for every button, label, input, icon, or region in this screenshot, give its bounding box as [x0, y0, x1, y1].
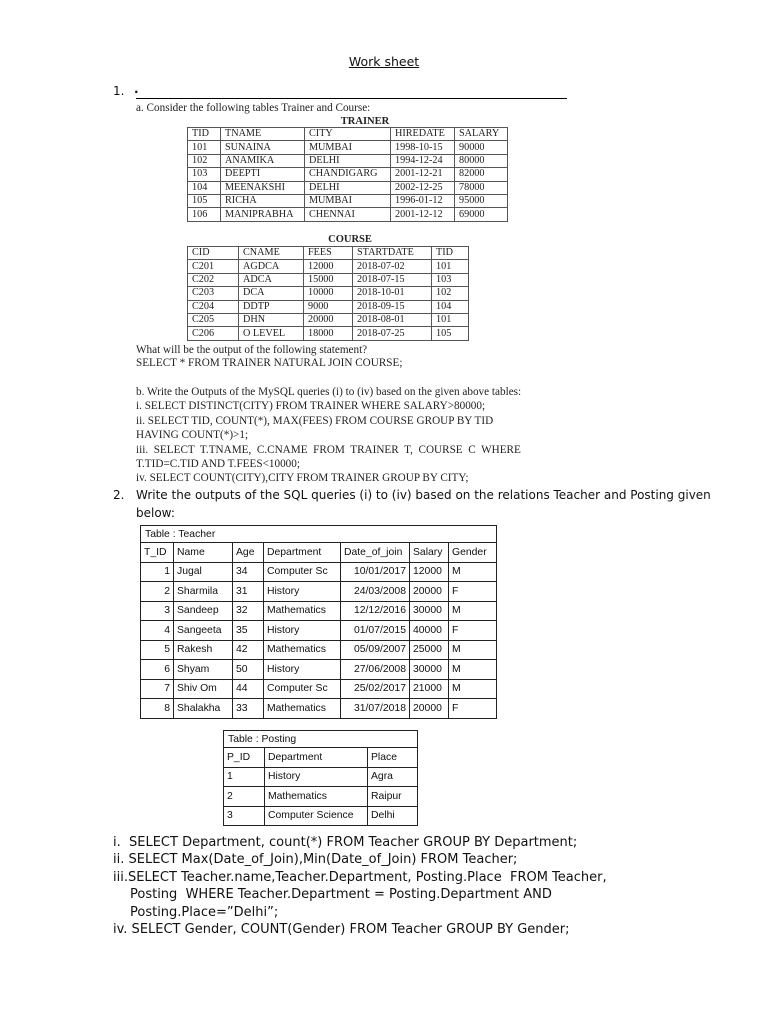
- q1b-query-iii-line2: T.TID=C.TID AND T.FEES<10000;: [136, 458, 300, 470]
- table-cell: 5: [141, 640, 174, 660]
- table-cell: Shiv Om: [174, 679, 233, 699]
- course-header-row: [188, 247, 469, 260]
- q1a-intro: a. Consider the following tables Trainer and Course:: [136, 102, 371, 114]
- table-cell: MEENAKSHI: [221, 181, 305, 194]
- table-cell: 1994-12-24: [391, 154, 455, 167]
- table-cell: Jugal: [174, 562, 233, 582]
- table-row: [188, 287, 469, 300]
- table-cell: 30000: [410, 601, 449, 621]
- table-cell: 104: [188, 181, 221, 194]
- table-cell: 18000: [304, 327, 353, 340]
- table-cell: 2002-12-25: [391, 181, 455, 194]
- table-row: [224, 787, 418, 807]
- q1b-intro: b. Write the Outputs of the MySQL queries (i) to (iv) based on the given above tables:: [136, 386, 522, 398]
- table-cell: 78000: [455, 181, 508, 194]
- table-cell: DCA: [239, 287, 304, 300]
- table-row: [141, 582, 497, 602]
- table-row: [141, 660, 497, 680]
- table-cell: ANAMIKA: [221, 154, 305, 167]
- teacher-header-cell: Age: [233, 543, 264, 563]
- table-cell: 103: [432, 273, 469, 286]
- course-header-cell: TID: [432, 247, 469, 260]
- table-cell: DELHI: [305, 154, 391, 167]
- table-cell: History: [265, 767, 368, 787]
- q1b-query-ii-line2: HAVING COUNT(*)>1;: [136, 429, 249, 441]
- table-cell: Sangeeta: [174, 621, 233, 641]
- table-cell: DDTP: [239, 300, 304, 313]
- table-cell: F: [449, 621, 497, 641]
- table-row: [141, 640, 497, 660]
- table-cell: M: [449, 640, 497, 660]
- table-cell: C202: [188, 273, 239, 286]
- trainer-header-cell: TID: [188, 128, 221, 141]
- table-cell: History: [264, 660, 341, 680]
- table-cell: 2018-08-01: [353, 313, 432, 326]
- table-cell: 8: [141, 699, 174, 719]
- trainer-header-cell: HIREDATE: [391, 128, 455, 141]
- table-cell: 25000: [410, 640, 449, 660]
- table-cell: AGDCA: [239, 260, 304, 273]
- table-cell: 2: [224, 787, 265, 807]
- posting-header-row: [224, 748, 418, 768]
- table-cell: 31/07/2018: [341, 699, 410, 719]
- table-cell: Shyam: [174, 660, 233, 680]
- posting-header-cell: Place: [368, 748, 418, 768]
- table-cell: F: [449, 699, 497, 719]
- table-cell: 15000: [304, 273, 353, 286]
- table-cell: 102: [432, 287, 469, 300]
- table-cell: 50: [233, 660, 264, 680]
- table-cell: 01/07/2015: [341, 621, 410, 641]
- table-cell: 104: [432, 300, 469, 313]
- table-row: [188, 168, 508, 181]
- q2-query-ii: ii. SELECT Max(Date_of_Join),Min(Date_of_Join) FROM Teacher;: [113, 852, 518, 867]
- table-cell: Rakesh: [174, 640, 233, 660]
- question-1-underline: [136, 98, 567, 99]
- posting-header-cell: Department: [265, 748, 368, 768]
- table-row: [188, 141, 508, 154]
- teacher-caption: Table : Teacher: [140, 525, 497, 542]
- trainer-header-cell: TNAME: [221, 128, 305, 141]
- q1b-query-iv: iv. SELECT COUNT(CITY),CITY FROM TRAINER GROUP BY CITY;: [136, 472, 469, 484]
- table-cell: M: [449, 562, 497, 582]
- table-row: [141, 562, 497, 582]
- table-cell: Mathematics: [264, 601, 341, 621]
- table-cell: C204: [188, 300, 239, 313]
- table-row: [224, 806, 418, 826]
- teacher-header-cell: Gender: [449, 543, 497, 563]
- teacher-header-cell: Name: [174, 543, 233, 563]
- table-cell: Sharmila: [174, 582, 233, 602]
- table-cell: SUNAINA: [221, 141, 305, 154]
- table-cell: ADCA: [239, 273, 304, 286]
- table-cell: Computer Sc: [264, 679, 341, 699]
- trainer-header-cell: CITY: [305, 128, 391, 141]
- q2-query-iii-line3: Posting.Place=”Delhi”;: [130, 905, 279, 920]
- table-cell: Mathematics: [265, 787, 368, 807]
- teacher-header-cell: Date_of_join: [341, 543, 410, 563]
- q1b-query-ii-line1: ii. SELECT TID, COUNT(*), MAX(FEES) FROM COURSE GROUP BY TID: [136, 415, 494, 427]
- table-cell: O LEVEL: [239, 327, 304, 340]
- table-cell: 20000: [410, 699, 449, 719]
- table-cell: History: [264, 621, 341, 641]
- table-cell: 34: [233, 562, 264, 582]
- table-cell: 05/09/2007: [341, 640, 410, 660]
- table-row: [141, 679, 497, 699]
- table-cell: DEEPTI: [221, 168, 305, 181]
- table-cell: Delhi: [368, 806, 418, 826]
- table-cell: 101: [188, 141, 221, 154]
- trainer-caption: TRAINER: [340, 116, 390, 127]
- table-cell: M: [449, 660, 497, 680]
- teacher-header-row: [141, 543, 497, 563]
- course-header-cell: CNAME: [239, 247, 304, 260]
- q2-query-i: i. SELECT Department, count(*) FROM Teacher GROUP BY Department;: [113, 835, 578, 850]
- teacher-table: [140, 542, 497, 719]
- table-row: [188, 194, 508, 207]
- table-cell: MANIPRABHA: [221, 208, 305, 221]
- question-1-number: 1.: [113, 84, 125, 98]
- trainer-header-cell: SALARY: [455, 128, 508, 141]
- table-cell: 10000: [304, 287, 353, 300]
- table-cell: 9000: [304, 300, 353, 313]
- table-cell: 10/01/2017: [341, 562, 410, 582]
- table-row: [141, 621, 497, 641]
- table-cell: 4: [141, 621, 174, 641]
- q2-query-iv: iv. SELECT Gender, COUNT(Gender) FROM Teacher GROUP BY Gender;: [113, 922, 570, 937]
- table-cell: M: [449, 601, 497, 621]
- table-cell: 12000: [410, 562, 449, 582]
- q1-output-statement: SELECT * FROM TRAINER NATURAL JOIN COURSE;: [136, 357, 403, 369]
- table-cell: 105: [188, 194, 221, 207]
- table-row: [188, 313, 469, 326]
- table-cell: 3: [141, 601, 174, 621]
- table-cell: 12/12/2016: [341, 601, 410, 621]
- table-cell: 95000: [455, 194, 508, 207]
- question-1-marker: .: [134, 82, 139, 96]
- table-cell: C203: [188, 287, 239, 300]
- table-cell: 82000: [455, 168, 508, 181]
- table-cell: 101: [432, 260, 469, 273]
- table-cell: DELHI: [305, 181, 391, 194]
- table-cell: 2018-07-02: [353, 260, 432, 273]
- course-table: [187, 246, 469, 341]
- table-cell: Sandeep: [174, 601, 233, 621]
- question-2-number: 2.: [113, 488, 125, 502]
- table-cell: 20000: [410, 582, 449, 602]
- table-cell: 6: [141, 660, 174, 680]
- table-cell: M: [449, 679, 497, 699]
- table-cell: 69000: [455, 208, 508, 221]
- table-cell: 30000: [410, 660, 449, 680]
- table-cell: C201: [188, 260, 239, 273]
- table-cell: 7: [141, 679, 174, 699]
- table-cell: 2018-09-15: [353, 300, 432, 313]
- table-row: [141, 601, 497, 621]
- table-cell: Mathematics: [264, 699, 341, 719]
- table-cell: Agra: [368, 767, 418, 787]
- table-cell: 2018-07-25: [353, 327, 432, 340]
- table-cell: 31: [233, 582, 264, 602]
- table-cell: RICHA: [221, 194, 305, 207]
- table-cell: 102: [188, 154, 221, 167]
- q2-query-iii-line2: Posting WHERE Teacher.Department = Posting.Department AND: [130, 887, 552, 902]
- table-cell: DHN: [239, 313, 304, 326]
- q2-query-iii-line1: iii.SELECT Teacher.name,Teacher.Department, Posting.Place FROM Teacher,: [113, 870, 607, 885]
- table-cell: 40000: [410, 621, 449, 641]
- course-header-cell: FEES: [304, 247, 353, 260]
- table-row: [188, 300, 469, 313]
- table-cell: 44: [233, 679, 264, 699]
- table-cell: 25/02/2017: [341, 679, 410, 699]
- table-row: [224, 767, 418, 787]
- course-header-cell: CID: [188, 247, 239, 260]
- table-cell: 2: [141, 582, 174, 602]
- table-cell: 80000: [455, 154, 508, 167]
- table-cell: 42: [233, 640, 264, 660]
- table-cell: History: [264, 582, 341, 602]
- table-row: [188, 208, 508, 221]
- table-row: [188, 273, 469, 286]
- table-cell: 2018-10-01: [353, 287, 432, 300]
- table-cell: Computer Sc: [264, 562, 341, 582]
- table-cell: 2001-12-12: [391, 208, 455, 221]
- table-cell: MUMBAI: [305, 194, 391, 207]
- table-cell: MUMBAI: [305, 141, 391, 154]
- table-row: [188, 181, 508, 194]
- table-row: [141, 699, 497, 719]
- table-cell: 3: [224, 806, 265, 826]
- course-caption: COURSE: [328, 234, 372, 245]
- table-row: [188, 154, 508, 167]
- posting-table: [223, 747, 418, 826]
- q1-output-question: What will be the output of the following statement?: [136, 344, 368, 356]
- table-cell: 2001-12-21: [391, 168, 455, 181]
- table-cell: C206: [188, 327, 239, 340]
- table-cell: 1996-01-12: [391, 194, 455, 207]
- table-cell: 90000: [455, 141, 508, 154]
- posting-caption: Table : Posting: [223, 730, 418, 747]
- table-cell: 27/06/2008: [341, 660, 410, 680]
- table-cell: Raipur: [368, 787, 418, 807]
- posting-header-cell: P_ID: [224, 748, 265, 768]
- teacher-header-cell: T_ID: [141, 543, 174, 563]
- trainer-header-row: [188, 128, 508, 141]
- table-cell: 12000: [304, 260, 353, 273]
- table-cell: 106: [188, 208, 221, 221]
- table-cell: CHANDIGARG: [305, 168, 391, 181]
- table-cell: 105: [432, 327, 469, 340]
- table-cell: 21000: [410, 679, 449, 699]
- table-cell: 103: [188, 168, 221, 181]
- table-cell: 24/03/2008: [341, 582, 410, 602]
- table-row: [188, 327, 469, 340]
- table-cell: F: [449, 582, 497, 602]
- q1b-query-i: i. SELECT DISTINCT(CITY) FROM TRAINER WHERE SALARY>80000;: [136, 400, 486, 412]
- table-cell: 1: [224, 767, 265, 787]
- table-cell: Computer Science: [265, 806, 368, 826]
- question-2-text-line2: below:: [136, 506, 175, 520]
- table-cell: 101: [432, 313, 469, 326]
- table-cell: C205: [188, 313, 239, 326]
- table-cell: 32: [233, 601, 264, 621]
- page-title: Work sheet: [348, 54, 420, 69]
- table-row: [188, 260, 469, 273]
- table-cell: 33: [233, 699, 264, 719]
- table-cell: Shalakha: [174, 699, 233, 719]
- table-cell: 2018-07-15: [353, 273, 432, 286]
- course-header-cell: STARTDATE: [353, 247, 432, 260]
- table-cell: Mathematics: [264, 640, 341, 660]
- trainer-table: [187, 127, 508, 222]
- table-cell: 35: [233, 621, 264, 641]
- table-cell: 20000: [304, 313, 353, 326]
- teacher-header-cell: Salary: [410, 543, 449, 563]
- question-2-text-line1: Write the outputs of the SQL queries (i) to (iv) based on the relations Teacher and Posting given: [136, 488, 711, 502]
- teacher-header-cell: Department: [264, 543, 341, 563]
- table-cell: 1: [141, 562, 174, 582]
- table-cell: CHENNAI: [305, 208, 391, 221]
- table-cell: 1998-10-15: [391, 141, 455, 154]
- q1b-query-iii-line1: iii. SELECT T.TNAME, C.CNAME FROM TRAINER T, COURSE C WHERE: [136, 444, 521, 456]
